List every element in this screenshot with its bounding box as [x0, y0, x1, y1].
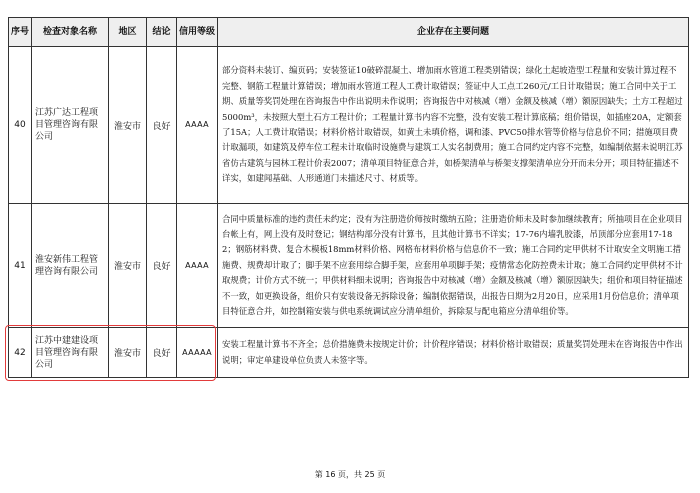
table-row — [9, 47, 689, 204]
region: 淮安市 — [109, 328, 147, 378]
credit-grade — [177, 204, 218, 328]
header-name — [32, 18, 109, 47]
main-issues: 部分资料未装订、编页码；安装签证10破碎混凝土、增加雨水管道工程类别错误；绿化土起坡造型工程量和安装计算过程不完整、钢筋工程量计算错误；增加雨水管道工程人工费计取错误；签证中人工点工260元/工日计取错误；施工合同中关于工期、质量等奖罚处理在咨询报告中作出说明未作说明；咨询报告中对核减（增）金额及核减（增）额原因缺失；土方工程超过5000m³，未按照大型土石方工程计价；工程量计算书内容不完整，没有安装工程计算底稿；组价错误，如插座20A，定额套了15A；人工费计取错误；材料价格计取错误，如黄土未填价格，调和漆、PVC50排水管等价格与信息价不同；措施项目费计取漏项，如建筑及停车位工程未计取临时设施费与建筑工人实名制费用；施工合同约定内容不完整，如编制依据未说明江苏省仿古建筑与园林工程计价表2007；清单项目特征意合并，如桥架清单与桥架支撑架清单应分开而未分开；项目特征描述不详实，如建闻基础、人形通道门未描述尺寸、材质等。 — [218, 47, 689, 204]
header-region: 地区 — [109, 18, 147, 47]
company-name: 江苏中建建设项目管理咨询有限公司 — [32, 328, 109, 378]
page-footer: 第 16 页，共 25 页 — [314, 470, 386, 479]
header-conclusion: 结论 — [147, 18, 177, 47]
company-name: 江苏广达工程项目管理咨询有限公司 — [32, 47, 109, 204]
region: 淮安市 — [109, 204, 147, 328]
header-issues: 企业存在主要问题 — [218, 18, 689, 47]
credit-grade-text: AAAAA — [182, 347, 212, 357]
row-num: 40 — [9, 47, 32, 204]
main-issues: 合同中质量标准的违约责任未约定；没有为注册造价师按时缴纳五险；注册造价师未及时参加继续教育；所抽项目在企业项目台帐上有，网上没有及时登记；钢结构部分没有计算书，且其他计算书不详实；17-76内墙乳胶漆，吊顶部分应套用17-182；钢筋材料费、复合木模板18mm材料价格、网格布材料价格与信息价不一致；施工合同约定甲供材不计取安全文明施工措施费、规费却计取了；脚手架不应套用综合脚手架，应套用单项脚手架；疫情常态化防控费未计取；施工合同约定甲供材不计取规费；计价方式不统一；甲供材料细未说明；咨询报告中对核减（增）金额及核减（增）额原因缺失；组价和项目特征描述不一致，如更换设备，组价只有安装设备无拆除设备；编制依据错误，出报告日期为2月20日，应采用1月份信息价；清单项目特征意合并，如控制箱安装与供电系统调试应分清单组价，拆除泵与配电箱应分清单组价等。 — [218, 204, 689, 328]
conclusion: 良好 — [147, 204, 177, 328]
credit-grade — [177, 47, 218, 204]
credit-grade-text: AAAA — [185, 260, 209, 270]
header-grade — [177, 18, 218, 47]
header-num: 序号 — [9, 18, 32, 47]
credit-grade — [177, 328, 218, 378]
table-row — [9, 204, 689, 328]
main-issues: 安装工程量计算书不齐全；总价措施费未按规定计价；计价程序错误；材料价格计取错误；质量奖罚处理未在咨询报告中作出说明；审定单建设单位负责人未签字等。 — [218, 328, 689, 378]
region: 淮安市 — [109, 47, 147, 204]
row-num: 41 — [9, 204, 32, 328]
company-name: 淮安新伟工程管理咨询有限公司 — [32, 204, 109, 328]
conclusion: 良好 — [147, 47, 177, 204]
header-grade-label: 信用等级 — [178, 26, 215, 37]
credit-grade-text: AAAA — [185, 120, 209, 129]
table-row — [9, 328, 689, 378]
conclusion: 良好 — [147, 328, 177, 378]
inspection-results-table — [8, 17, 689, 378]
table-header-row — [9, 18, 689, 47]
row-num: 42 — [9, 328, 32, 378]
header-name-label: 检查对象名称 — [42, 26, 97, 37]
